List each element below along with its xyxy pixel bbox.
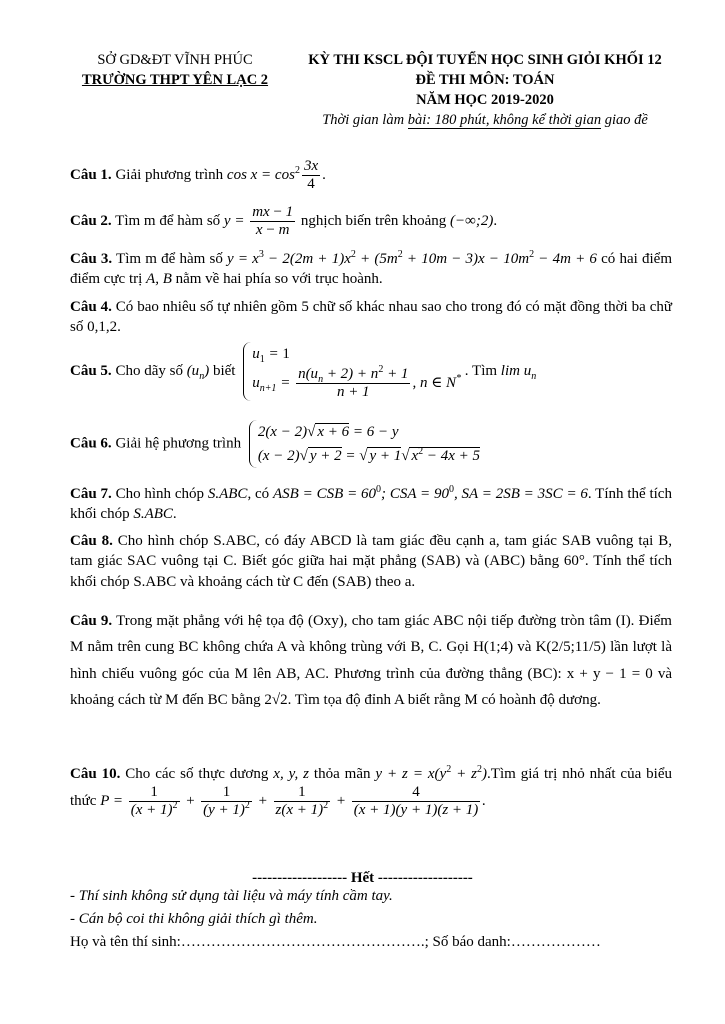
question-7: Câu 7. Cho hình chóp S.ABC, có ASB = CSB = $60^0$; CSA = $90^0$, SA = 2SB = 3SC = 6. Tính thể tích khối chóp S.ABC. — [70, 484, 672, 523]
question-text: Cho hình chóp — [111, 486, 208, 502]
question-label: Câu 8. — [70, 533, 113, 549]
recurrence-system: $u_1 = 1$ $u_{n+1}$ = $\frac{n(u_n + 2) + n^2 + 1}{n + 1}$ , n ∈ N* — [243, 342, 461, 401]
question-text: Tìm m để hàm số — [111, 212, 224, 229]
pyramid: S.ABC — [207, 486, 248, 502]
question-5 — [70, 342, 672, 401]
header-right — [280, 50, 690, 130]
header-left — [70, 50, 280, 90]
question-text: .Tìm giá trị nhỏ nhất của biểu thức — [70, 766, 672, 810]
question-label: Câu 3. — [70, 251, 113, 267]
condition: $y + z = x(y^2 + z^2)$ — [375, 764, 488, 782]
note-1: - Thí sinh không sử dụng tài liệu và máy tính cầm tay. — [70, 888, 393, 904]
question-text: Giải hệ phương trình — [111, 435, 245, 452]
note-2: - Cán bộ coi thi không giải thích gì thêm. — [70, 911, 318, 927]
question-label: Câu 10. — [70, 766, 121, 782]
question-text: Cho dãy số — [111, 362, 187, 379]
question-label: Câu 4. — [70, 299, 112, 315]
question-text: có hai điểm điểm cực trị — [70, 251, 672, 288]
question-text: Có bao nhiêu số tự nhiên gồm 5 chữ số khác nhau sao cho trong đó có mặt đồng thời ba chữ số 0,1,2. — [70, 299, 672, 336]
question-6 — [70, 420, 672, 468]
candidate-info: Họ và tên thí sinh:………………………………………….; Số báo danh:……………… — [70, 934, 601, 950]
question-label: Câu 1. — [70, 166, 112, 183]
question-10 — [70, 764, 672, 819]
equation-system: 2(x − 2)√ x + 6 = 6 − y (x − 2)√ y + 2 = √ y + 1√ $x^2 - 4x + 5$ — [249, 420, 480, 468]
question-text: nghịch biến trên khoảng — [297, 212, 451, 229]
question-text: Tìm m để hàm số — [112, 251, 228, 267]
question-text: Cho hình chóp S.ABC, có đáy ABCD là tam giác đều cạnh a, tam giác SAB vuông tại B, tam giác SAC vuông tại C. Biết góc giữa hai mặt phẳng (SAB) và (ABC) bằng 60°. Tính thể tích khối chóp S.ABC và khoảng cách từ C đến (SAB) theo a. — [70, 533, 672, 590]
conditions: ASB = CSB = $60^0$; CSA = $90^0$, SA = 2SB = 3SC = 6 — [273, 484, 588, 502]
fraction: $\frac{3x}{4}$ — [303, 158, 319, 192]
time-limit: Thời gian làm bài: 180 phút, không kể thời gian giao đề — [322, 112, 648, 128]
exam-title: KỲ THI KSCL ĐỘI TUYỂN HỌC SINH GIỎI KHỐI 12 — [308, 52, 662, 68]
question-2: Câu 2. Tìm m để hàm số y = $\frac{mx - 1}{x - m}$ nghịch biến trên khoảng (−∞;2). — [70, 204, 498, 238]
question-label: Câu 9. — [70, 613, 113, 629]
question-text: Cho các số thực dương — [120, 766, 274, 782]
exam-subject: ĐỀ THI MÔN: TOÁN — [415, 72, 555, 88]
question-label: Câu 7. — [70, 486, 112, 502]
function: $y = x^3 - 2(2m + 1)x^2 + (5m^2 + 10m - 3)x - 10m^2 - 4m + 6$ — [227, 249, 597, 267]
question-1: Câu 1. Giải phương trình $\cos x = \cos^2$ $\frac{3x}{4}$ . — [70, 158, 326, 192]
interval: (−∞;2) — [450, 212, 494, 229]
points: A, B — [146, 271, 172, 288]
end-marker: ------------------- Hết ------------------- — [252, 870, 473, 886]
question-4 — [70, 297, 672, 338]
question-label: Câu 2. — [70, 212, 112, 229]
question-text: biết — [209, 362, 240, 379]
expression: P = $\frac{1}{(x + 1)^2}$ + $\frac{1}{(y + 1)^2}$ + $\frac{1}{z(x + 1)^2}$ + $\frac{4}{(x + 1)(y + 1)(z + 1)}$ . — [100, 784, 487, 819]
limit: $\lim u_n$ — [500, 362, 537, 382]
function: y = — [223, 212, 249, 229]
fraction: $\frac{mx - 1}{x - m}$ — [252, 204, 294, 238]
question-9 — [70, 608, 672, 713]
question-3 — [70, 249, 672, 290]
question-text: thỏa mãn — [308, 766, 376, 782]
question-text: nằm về hai phía so với trục hoành. — [171, 271, 383, 288]
question-text: Trong mặt phẳng với hệ tọa độ (Oxy), cho tam giác ABC nội tiếp đường tròn tâm (I). Điểm M nằm trên cung BC không chứa A và không trùng với B, C. Gọi H(1;4) và K(2/5;11/5) lần lượt là hình chiếu vuông góc của M lên AB, AC. Phương trình của đường thẳng (BC): x + y − 1 = 0 và khoảng cách từ M đến BC bằng 2√2. Tìm tọa độ đỉnh A biết rằng M có hoành độ dương. — [70, 613, 672, 708]
question-text: , có — [247, 486, 273, 502]
question-text: . Tính thể tích khối chóp — [70, 486, 672, 523]
question-text: . Tìm — [461, 362, 501, 379]
school-year: NĂM HỌC 2019-2020 — [416, 92, 554, 108]
question-text: Giải phương trình — [111, 166, 227, 183]
question-label: Câu 6. — [70, 435, 112, 452]
question-8 — [70, 531, 672, 592]
variables: x, y, z — [273, 766, 309, 782]
equation: $\cos x = \cos^2$ — [226, 164, 300, 183]
question-label: Câu 5. — [70, 362, 112, 379]
school-name: TRƯỜNG THPT YÊN LẠC 2 — [81, 72, 269, 88]
department-name: SỞ GD&ĐT VĨNH PHÚC — [97, 52, 253, 68]
sequence: $(u_n)$ — [186, 362, 210, 382]
pyramid: S.ABC — [133, 506, 173, 523]
